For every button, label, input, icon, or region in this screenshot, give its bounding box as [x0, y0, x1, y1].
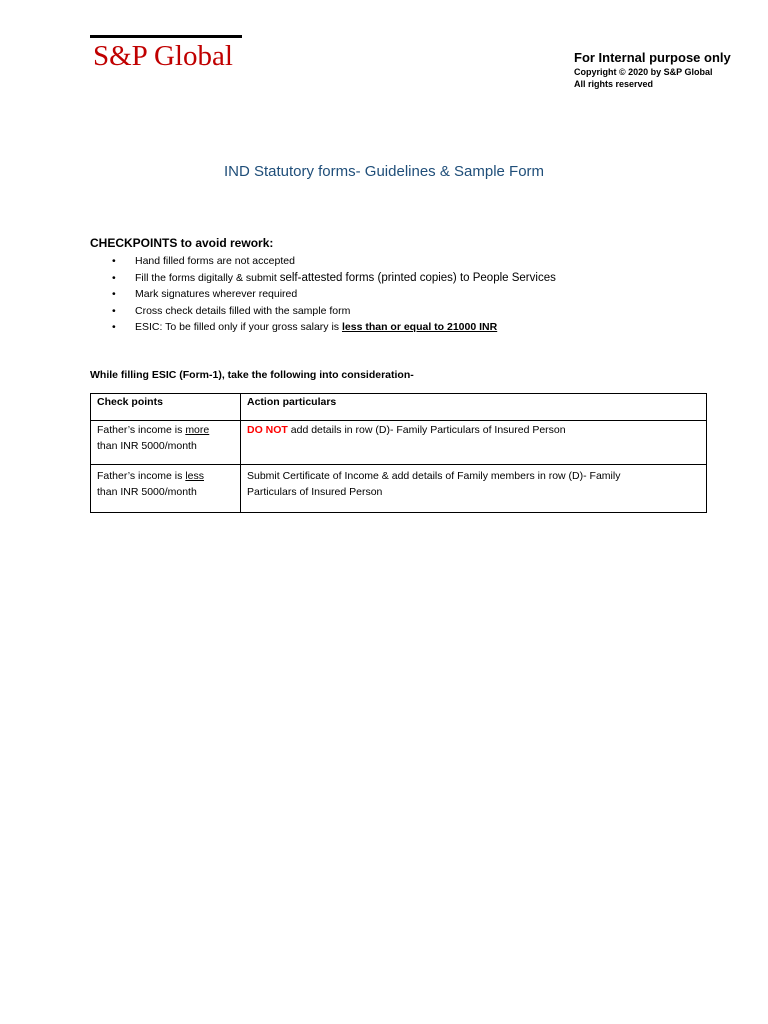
check-cell	[91, 421, 241, 465]
action-cell	[241, 421, 707, 465]
list-item-text-emphasis: less than or equal to 21000 INR	[341, 321, 498, 333]
action-emphasis: DO NOT	[247, 424, 288, 436]
bullet-icon: •	[112, 321, 116, 333]
bullet-icon: •	[112, 304, 116, 317]
checkpoints-heading: CHECKPOINTS to avoid rework:	[90, 236, 274, 250]
esic-checks-table	[90, 393, 707, 513]
list-item-text: Cross check details filled with the sample form	[135, 304, 351, 317]
bullet-icon: •	[112, 288, 116, 300]
check-emphasis: more	[185, 424, 210, 436]
company-logo: S&P Global	[93, 40, 233, 72]
checkpoints-list	[90, 253, 710, 336]
table-row	[91, 421, 707, 465]
check-emphasis: less	[185, 470, 204, 482]
action-cell	[241, 465, 707, 513]
list-item	[90, 286, 710, 303]
action-text: Particulars of Insured Person	[247, 485, 383, 498]
list-item	[90, 270, 710, 287]
table-row	[91, 465, 707, 513]
internal-purpose-note: For Internal purpose only	[574, 50, 731, 65]
list-item	[90, 253, 710, 270]
header-action-particulars: Action particulars	[241, 394, 707, 421]
rights-text: All rights reserved	[574, 79, 654, 89]
check-prefix: Father’s income is	[97, 424, 186, 436]
list-item-text: Hand filled forms are not accepted	[135, 255, 295, 267]
list-item-text-emphasis: self-attested forms (printed copies) to People Services	[279, 271, 556, 284]
check-prefix: Father’s income is	[97, 470, 186, 482]
list-item-text: ESIC: To be filled only if your gross salary is	[135, 321, 342, 333]
copyright-text: Copyright © 2020 by S&P Global	[574, 67, 713, 77]
table-header-row	[91, 394, 707, 421]
header-notice	[574, 50, 731, 90]
bullet-icon: •	[112, 255, 116, 267]
list-item-text: Fill the forms digitally & submit	[135, 271, 280, 284]
list-item-text: Mark signatures wherever required	[135, 288, 298, 300]
check-suffix: than INR 5000/month	[97, 485, 197, 498]
action-text: add details in row (D)- Family Particulars of Insured Person	[287, 424, 566, 436]
logo-bar	[90, 35, 242, 38]
check-suffix: than INR 5000/month	[97, 439, 197, 452]
list-item	[90, 319, 710, 336]
check-cell	[91, 465, 241, 513]
header-check-points: Check points	[91, 394, 241, 421]
document-title: IND Statutory forms- Guidelines & Sample Form	[223, 163, 545, 180]
list-item	[90, 303, 710, 320]
esic-intro: While filling ESIC (Form-1), take the following into consideration-	[90, 369, 414, 381]
checkpoints-section	[90, 235, 710, 336]
bullet-icon: •	[112, 271, 116, 284]
action-text: Submit Certificate of Income & add details of Family members in row (D)- Family	[247, 470, 621, 482]
